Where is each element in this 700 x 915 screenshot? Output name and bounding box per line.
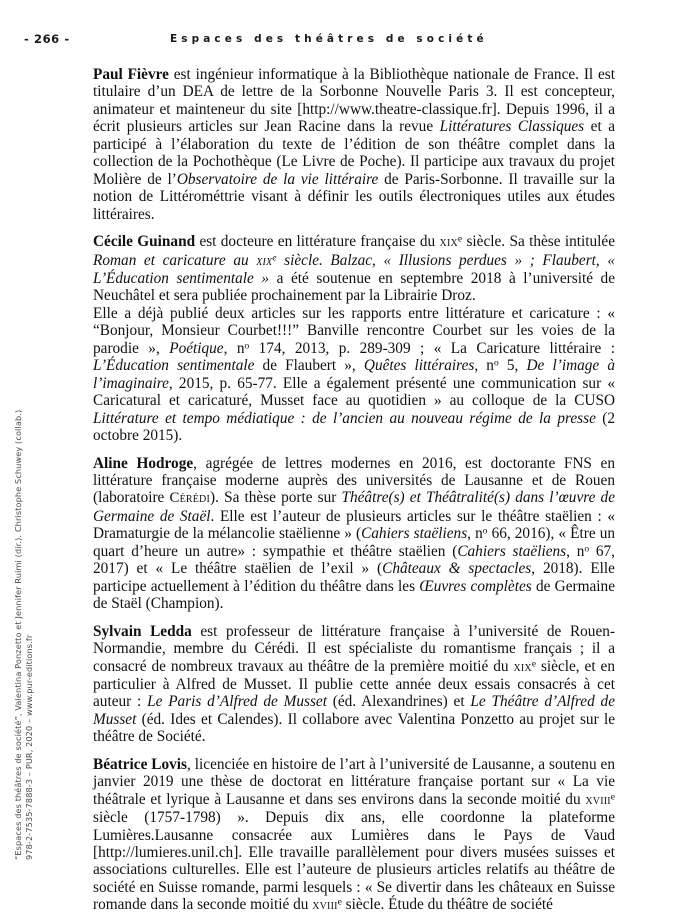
body-text: , n: [474, 357, 494, 375]
body-text: est ingénieur informatique à la Bibliothèque nationale de France. Il est titulaire d’un DEA de lettre de la Sorbonne Nouvelle Paris 3. Il est concepteur, animateur et mainteneur du site [http://www.theatre-classique.fr]. Depuis 1996, il a écrit plusieurs articles sur Jean Racine dans la revue: [93, 66, 615, 136]
superscript-ordinal: e: [531, 659, 537, 670]
body-text: , 2018). Elle participe actuellement à l’édition du théâtre dans les: [93, 560, 615, 595]
body-text: (éd. Alexandrines) et: [326, 693, 471, 711]
body-text: de Flaubert »,: [254, 357, 364, 375]
small-caps-text: xix: [439, 234, 458, 251]
contributor-name: Sylvain Ledda: [93, 622, 192, 640]
work-title: Littératures Classiques: [439, 118, 585, 136]
body-text: ). Sa thèse porte sur: [210, 489, 342, 507]
bio-paragraph-paul-fievre: [93, 66, 615, 223]
body-text: , n: [467, 525, 483, 543]
work-title: Quêtes littéraires: [363, 357, 475, 375]
running-head: [0, 32, 700, 52]
body-text: de Paris-Sorbonne. Il travaille sur la notion de Littérométtrie visant à définir les outils électroniques utiles aux études littéraires.: [93, 170, 616, 223]
work-title: Roman et caricature au: [93, 251, 257, 269]
bio-paragraph-sylvain-ledda: [93, 623, 615, 746]
contributor-name: Aline Hodroge: [93, 454, 194, 472]
work-title: Poétique: [169, 339, 224, 357]
body-text: 5,: [498, 357, 527, 375]
contributor-name: Cécile Guinand: [93, 233, 196, 251]
body-text: est professeur de littérature française à l’université de Rouen-Normandie, membre du Cérédi. Il est spécialiste du romantisme français ; il a consacré de nombreux travaux au théâtre de la première moitié du: [93, 622, 615, 675]
body-text: , licenciée en histoire de l’art à l’université de Lausanne, a soutenu en janvier 2019 une thèse de doctorat en littérature française portant sur « La vie théâtrale et lyrique à Lausanne et dans ses environs dans la seconde moitié du: [93, 755, 615, 808]
body-text: de Germaine de Staël (Champion).: [93, 577, 615, 613]
page-number: - 266 -: [24, 32, 70, 46]
body-text: siècle, et en particulier à Alfred de Musset. Il publie cette année deux essais consacrés à cet auteur :: [93, 657, 615, 711]
superscript-ordinal: o: [493, 358, 499, 369]
work-title: Cahiers staëliens: [457, 542, 567, 560]
work-title: Cahiers staëliens: [361, 525, 468, 543]
work-title: Littérature et tempo médiatique : de l’ancien au nouveau régime de la presse: [93, 409, 596, 427]
body-text: (éd. Ides et Calendes). Il collabore avec Valentina Ponzetto au projet sur le théâtre de Société.: [93, 710, 615, 746]
body-text: siècle. Sa thèse intitulée: [462, 233, 615, 251]
spine-line-isbn: 978-2-7535-7888-3 – PUR, 2020 – www.pur-editions.fr: [24, 634, 34, 860]
contributor-name: Paul Fièvre: [93, 66, 169, 83]
small-caps-text: xviii: [312, 897, 338, 914]
work-title: Œuvres complètes: [419, 577, 532, 595]
work-title: Le Théâtre d’Alfred de Musset: [93, 693, 615, 728]
bio-paragraph-aline-hodroge: [93, 455, 615, 613]
superscript-ordinal: e: [457, 234, 463, 245]
body-text: . Elle est l’auteur de plusieurs articles sur le théâtre staëlien : « Dramaturgie de la mélancolie staëlienne » (: [93, 507, 615, 543]
bio-paragraph-cecile-guinand-2: [93, 305, 615, 445]
body-text: (2 octobre 2015).: [93, 409, 615, 445]
body-text: , agrégée de lettres modernes en 2016, est doctorante FNS en littérature française moderne auprès des universités de Lausanne et de Rouen (laboratoire: [93, 454, 615, 507]
bio-paragraph-cecile-guinand: [93, 233, 615, 305]
work-title: Théâtre(s) et Théâtralité(s) dans l’œuvre de Germaine de Staël: [93, 489, 615, 525]
body-text: a été soutenue en septembre 2018 à l’université de Neuchâtel et sera publiée prochainement par la Librairie Droz.: [93, 269, 615, 305]
work-title: Le Paris d’Alfred de Musset: [147, 693, 327, 711]
superscript-ordinal: e: [337, 898, 342, 909]
contributor-name: Béatrice Lovis: [93, 755, 188, 773]
small-caps-text: xviii: [585, 791, 611, 808]
body-text: , n: [223, 339, 245, 357]
superscript-ordinal: o: [244, 341, 250, 352]
contributor-biographies: [93, 66, 615, 915]
superscript-ordinal: o: [482, 527, 488, 538]
superscript-ordinal: e: [610, 792, 615, 803]
body-text: 174, 2013, p. 289-309 ; « La Caricature littéraire :: [249, 339, 615, 357]
body-text: et a participé à l’élaboration du texte de l’édition de son théâtre complet dans la collection de la Pochothèque (Le Livre de Poche). Il participe aux travaux du projet Molière de l’: [93, 118, 616, 188]
small-caps-text: xix: [513, 658, 532, 675]
spine-metadata: [0, 409, 46, 860]
running-head-title: Espaces des théâtres de société: [170, 33, 488, 45]
superscript-ordinal: e: [272, 253, 277, 264]
body-text: Elle a déjà publié deux articles sur les rapports entre littérature et caricature : « “Bonjour, Monsieur Courbet!!!” Banville rencontre Courbet sur les voies de la parodie »,: [93, 304, 615, 357]
superscript-ordinal: o: [584, 544, 590, 555]
body-text: , 2015, p. 65-77. Elle a également présenté une communication sur « Caricatural et caricaturé, Musset face au quotidien » au colloque de la CUSO: [93, 374, 615, 410]
bio-paragraph-beatrice-lovis: [93, 756, 615, 915]
work-title: Châteaux & spectacles: [382, 560, 532, 578]
spine-line-title: “Espaces des théâtres de société”, Valentina Ponzetto et Jennifer Ruimi (dir.). Christophe Schuwey (collab.): [13, 409, 23, 860]
body-text: siècle. Étude du théâtre de société: [341, 896, 553, 914]
body-text: 66, 2016), « Être un quart d’heure un autre» : sympathie et théâtre staëlien (: [93, 525, 615, 560]
small-caps-text: xix: [256, 252, 273, 269]
work-title: Observatoire de la vie littéraire: [176, 170, 379, 188]
body-text: , n: [566, 542, 585, 560]
body-text: 67, 2017) et « Le théâtre staëlien de l’exil » (: [93, 542, 615, 578]
work-title: siècle. Balzac, « Illusions perdues » ; Flaubert, « L’Éducation sentimentale »: [93, 251, 615, 287]
body-text: est docteure en littérature française du: [195, 233, 440, 251]
work-title: De l’image à l’imaginaire: [93, 357, 616, 392]
small-caps-text: Cérédi: [169, 490, 211, 507]
work-title: L’Éducation sentimentale: [93, 357, 255, 375]
body-text: siècle (1757-1798) ». Depuis dix ans, elle coordonne la plateforme Lumières.Lausanne consacrée aux Lumières dans le Pays de Vaud [http://lumieres.unil.ch]. Elle travaille parallèlement pour divers musées suisses et associations culturelles. Elle est l’auteure de plusieurs articles relatifs au théâtre de société en Suisse romande, parmi lesquels : « Se divertir dans les châteaux en Suisse romande dans la seconde moitié du: [93, 809, 615, 914]
